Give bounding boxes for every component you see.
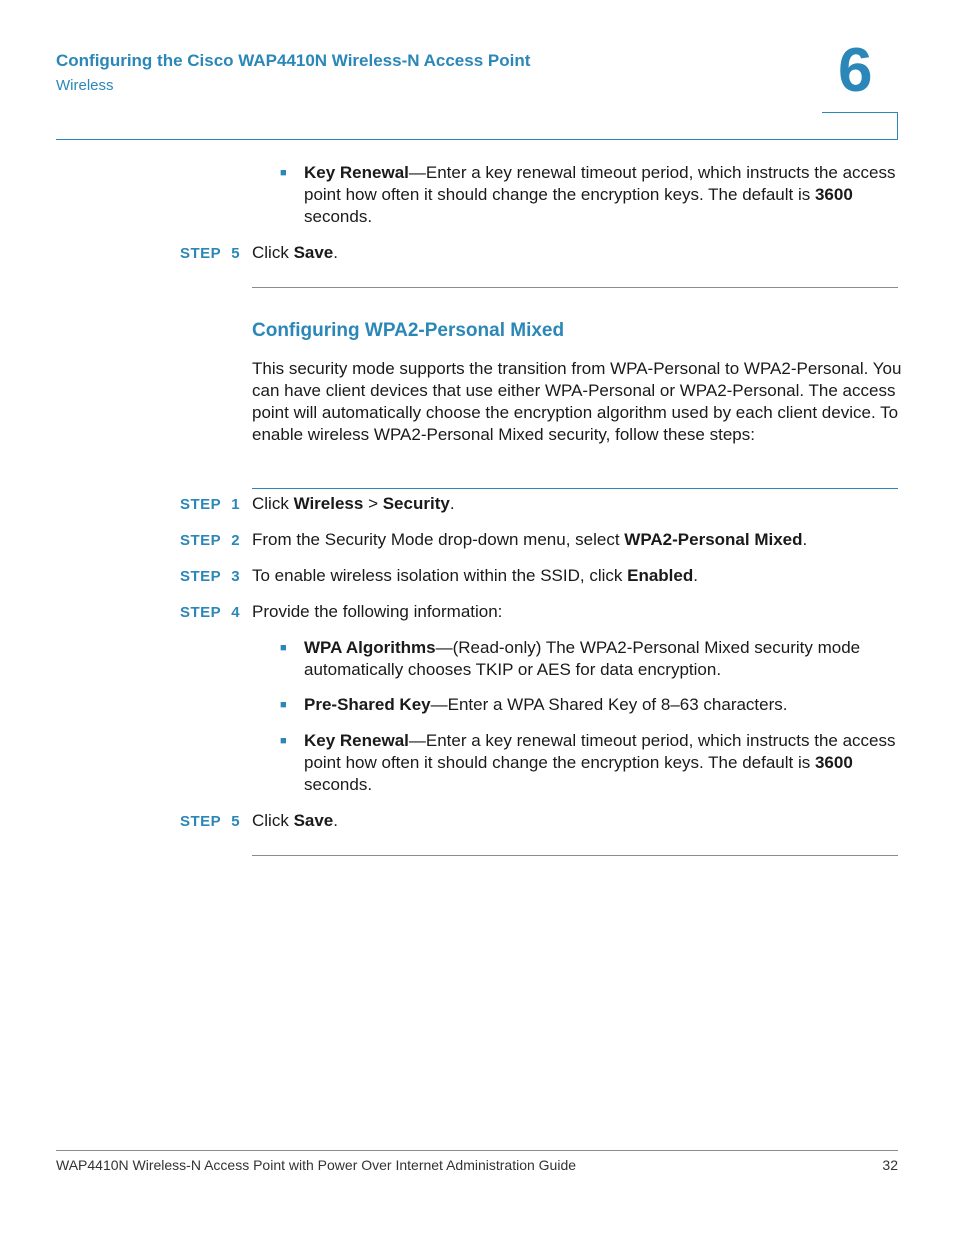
- bullet-key-renewal-top: [304, 162, 900, 228]
- chapter-box: [822, 112, 898, 139]
- page-number: 32: [882, 1157, 898, 1173]
- step-label-3: STEP 3: [180, 568, 241, 585]
- bullet-text: —Enter a key renewal timeout period, which instructs the access point how often it should change the encryption keys. The default is: [304, 163, 896, 204]
- bullet-marker: ■: [280, 699, 287, 711]
- step-label-5-top: STEP 5: [180, 245, 241, 262]
- step-text-1: Click Wireless > Security.: [252, 494, 455, 513]
- chapter-number: 6: [838, 36, 873, 105]
- step-text-5: Click Save.: [252, 811, 338, 830]
- bullet-wpa-algorithms: WPA Algorithms—(Read-only) The WPA2-Personal Mixed security mode automatically chooses TKIP or AES for data encryption.: [304, 638, 861, 679]
- bullet-marker: ■: [280, 642, 287, 654]
- bullet-pre-shared-key: Pre-Shared Key—Enter a WPA Shared Key of 8–63 characters.: [304, 695, 788, 714]
- steps-rule: [252, 488, 898, 489]
- bullet-key-renewal: Key Renewal—Enter a key renewal timeout period, which instructs the access point how often it should change the encryption keys. The default is 3600 seconds.: [304, 731, 896, 794]
- running-header-title: Configuring the Cisco WAP4410N Wireless-N Access Point: [56, 51, 531, 70]
- footer-rule: [56, 1150, 898, 1151]
- step-label-2: STEP 2: [180, 532, 241, 549]
- step-text-5-top: Click Save.: [252, 243, 338, 262]
- bullet-text-end: seconds.: [304, 207, 373, 226]
- bullet-term: Key Renewal: [304, 163, 409, 182]
- header-rule: [56, 139, 898, 140]
- bullet-value: 3600: [814, 185, 853, 204]
- bullet-marker: ■: [280, 167, 287, 179]
- step-text-4: Provide the following information:: [252, 602, 503, 621]
- section-paragraph: This security mode supports the transition from WPA-Personal to WPA2-Personal. You can have client devices that use either WPA-Personal or WPA2-Personal. The access point will automatically choose the encryption algorithm used by each client device. To enable wireless WPA2-Personal Mixed security, follow these steps:: [252, 359, 902, 444]
- step-text-3: To enable wireless isolation within the SSID, click Enabled.: [252, 566, 698, 585]
- step-label-1: STEP 1: [180, 496, 241, 513]
- footer-title: WAP4410N Wireless-N Access Point with Power Over Internet Administration Guide: [56, 1157, 577, 1173]
- bullet-marker: ■: [280, 735, 287, 747]
- section-divider: [252, 287, 898, 288]
- step-text-2: From the Security Mode drop-down menu, select WPA2-Personal Mixed.: [252, 530, 808, 549]
- step-label-5: STEP 5: [180, 813, 241, 830]
- running-header-section: Wireless: [56, 77, 114, 94]
- step-label-4: STEP 4: [180, 604, 241, 621]
- section-end-rule: [252, 855, 898, 856]
- section-heading: Configuring WPA2-Personal Mixed: [252, 320, 565, 341]
